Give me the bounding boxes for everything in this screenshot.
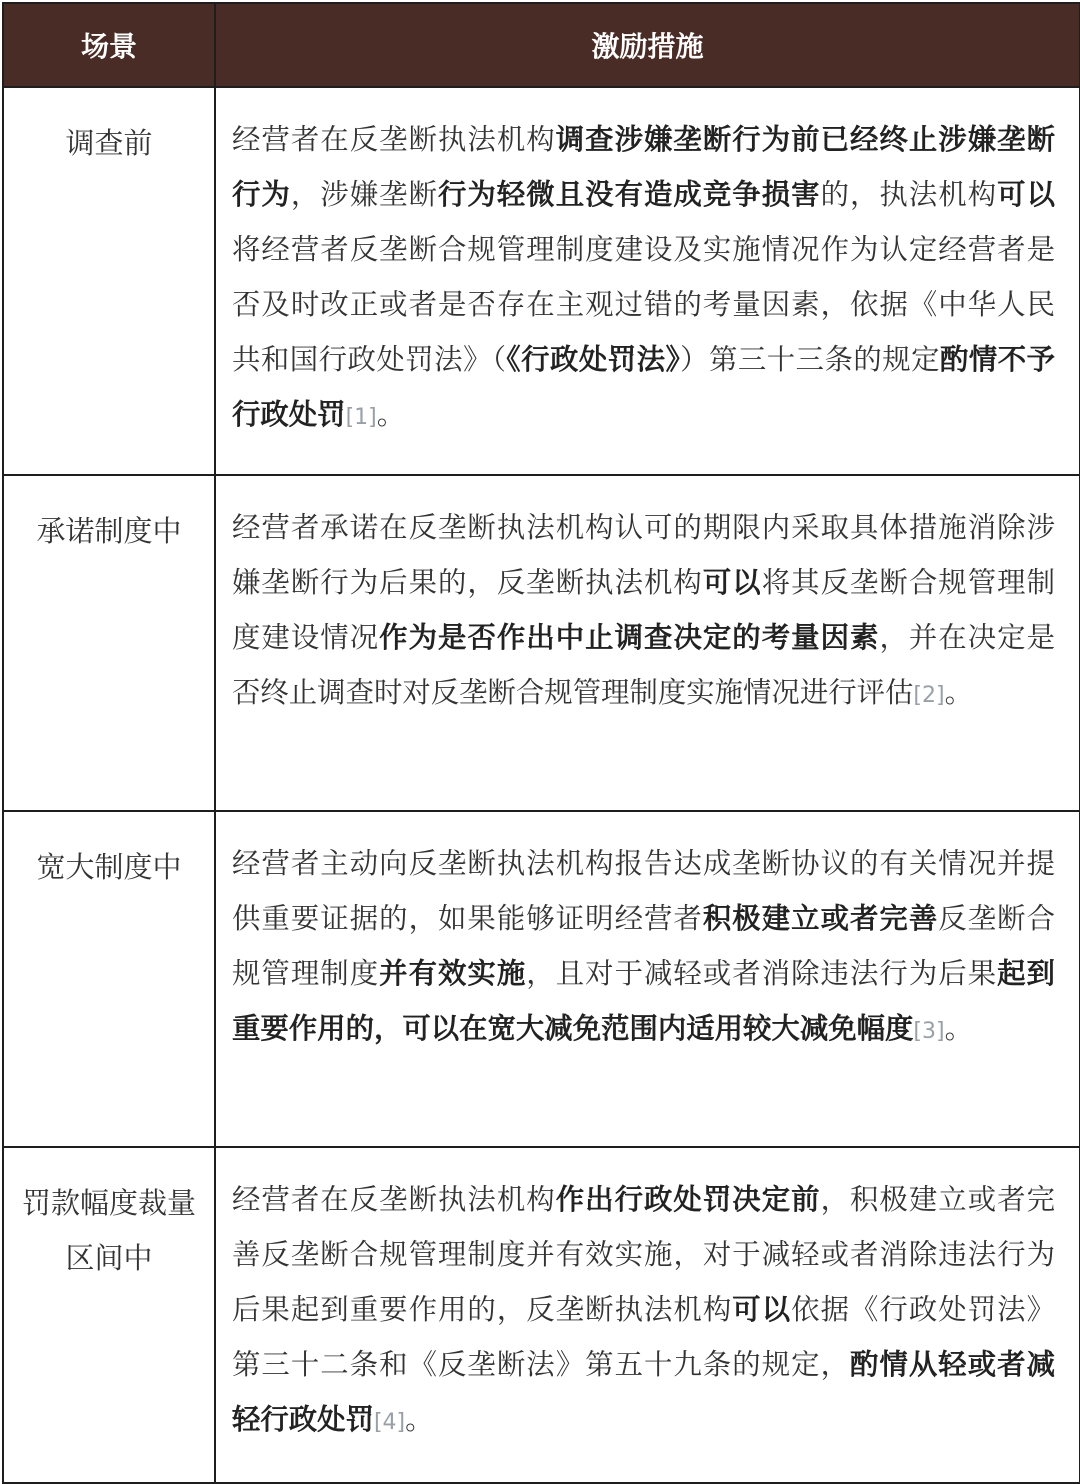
scene-cell: 罚款幅度裁量区间中 xyxy=(3,1147,215,1483)
measure-cell xyxy=(215,811,1080,1147)
text-segment: 将经营者反垄断合规管理制度建设及实施情况作为认定经营者是否及时改正或者是否存在主观过错的考量因素，依据《中华人民共和国行政处罚法》（ xyxy=(232,233,1055,376)
bold-text-segment: 酌情从轻或者减轻行政处罚 xyxy=(232,1348,1055,1436)
text-segment: 经营者在反垄断执法机构 xyxy=(232,1183,556,1216)
footnote-reference[interactable]: [4] xyxy=(373,1410,406,1435)
bold-text-segment: 积极建立或者完善 xyxy=(702,902,939,935)
table-row xyxy=(3,1147,1080,1483)
text-segment: ，涉嫌垄断 xyxy=(290,178,438,211)
text-segment: ）第三十三条的规定 xyxy=(680,343,940,376)
text-segment: ，积极建立或者完善反垄断合规管理制度并有效实施，对于减轻或者消除违法行为后果起到重要作用的，反垄断执法机构 xyxy=(232,1183,1055,1326)
text-segment: ，并在决定是否终止调查时对反垄断合规管理制度实施情况进行评估 xyxy=(232,621,1055,709)
measure-cell xyxy=(215,1147,1080,1483)
bold-text-segment: 《行政处罚法》 xyxy=(506,343,681,376)
scene-cell: 承诺制度中 xyxy=(3,475,215,811)
scene-cell: 宽大制度中 xyxy=(3,811,215,1147)
bold-text-segment: 行为轻微且没有造成竞争损害 xyxy=(438,178,821,211)
header-scene: 场景 xyxy=(3,3,215,87)
footnote-reference[interactable]: [1] xyxy=(345,405,377,430)
bold-text-segment: 作为是否作出中止调查决定的考量因素 xyxy=(379,621,880,654)
bold-text-segment: 可以 xyxy=(702,566,762,599)
sentence-end: 。 xyxy=(944,676,973,709)
bold-text-segment: 可以 xyxy=(997,178,1055,211)
text-segment: 经营者承诺在反垄断执法机构认可的期限内采取具体措施消除涉嫌垄断行为后果的，反垄断执法机构 xyxy=(232,511,1055,599)
scene-cell: 调查前 xyxy=(3,87,215,475)
footnote-reference[interactable]: [2] xyxy=(913,683,945,708)
footnote-reference[interactable]: [3] xyxy=(913,1019,945,1044)
text-segment: 将其反垄断合规管理制度建设情况 xyxy=(232,566,1055,654)
text-segment: 依据《行政处罚法》第三十二条和《反垄断法》第五十九条的规定， xyxy=(232,1293,1055,1381)
sentence-end: 。 xyxy=(376,398,406,431)
header-measures: 激励措施 xyxy=(215,3,1080,87)
incentive-table xyxy=(2,2,1080,1484)
text-segment: 经营者主动向反垄断执法机构报告达成垄断协议的有关情况并提供重要证据的，如果能够证明经营者 xyxy=(232,847,1055,935)
table-header-row xyxy=(3,3,1080,87)
measure-cell xyxy=(215,87,1080,475)
table-row xyxy=(3,475,1080,811)
table-row xyxy=(3,87,1080,475)
sentence-end: 。 xyxy=(944,1012,973,1045)
text-segment: ，且对于减轻或者消除违法行为后果 xyxy=(526,957,998,990)
measure-cell xyxy=(215,475,1080,811)
bold-text-segment: 可以 xyxy=(732,1293,792,1326)
text-segment: 的，执法机构 xyxy=(820,178,998,211)
bold-text-segment: 起到重要作用的，可以在宽大减免范围内适用较大减免幅度 xyxy=(232,957,1055,1045)
sentence-end: 。 xyxy=(405,1403,434,1436)
text-segment: 经营者在反垄断执法机构 xyxy=(232,123,556,156)
bold-text-segment: 并有效实施 xyxy=(379,957,527,990)
bold-text-segment: 调查涉嫌垄断行为前已经终止涉嫌垄断行为 xyxy=(232,123,1055,211)
text-segment: 反垄断合规管理制度 xyxy=(232,902,1055,990)
table-row xyxy=(3,811,1080,1147)
bold-text-segment: 作出行政处罚决定前 xyxy=(555,1183,821,1216)
bold-text-segment: 酌情不予行政处罚 xyxy=(232,343,1055,431)
